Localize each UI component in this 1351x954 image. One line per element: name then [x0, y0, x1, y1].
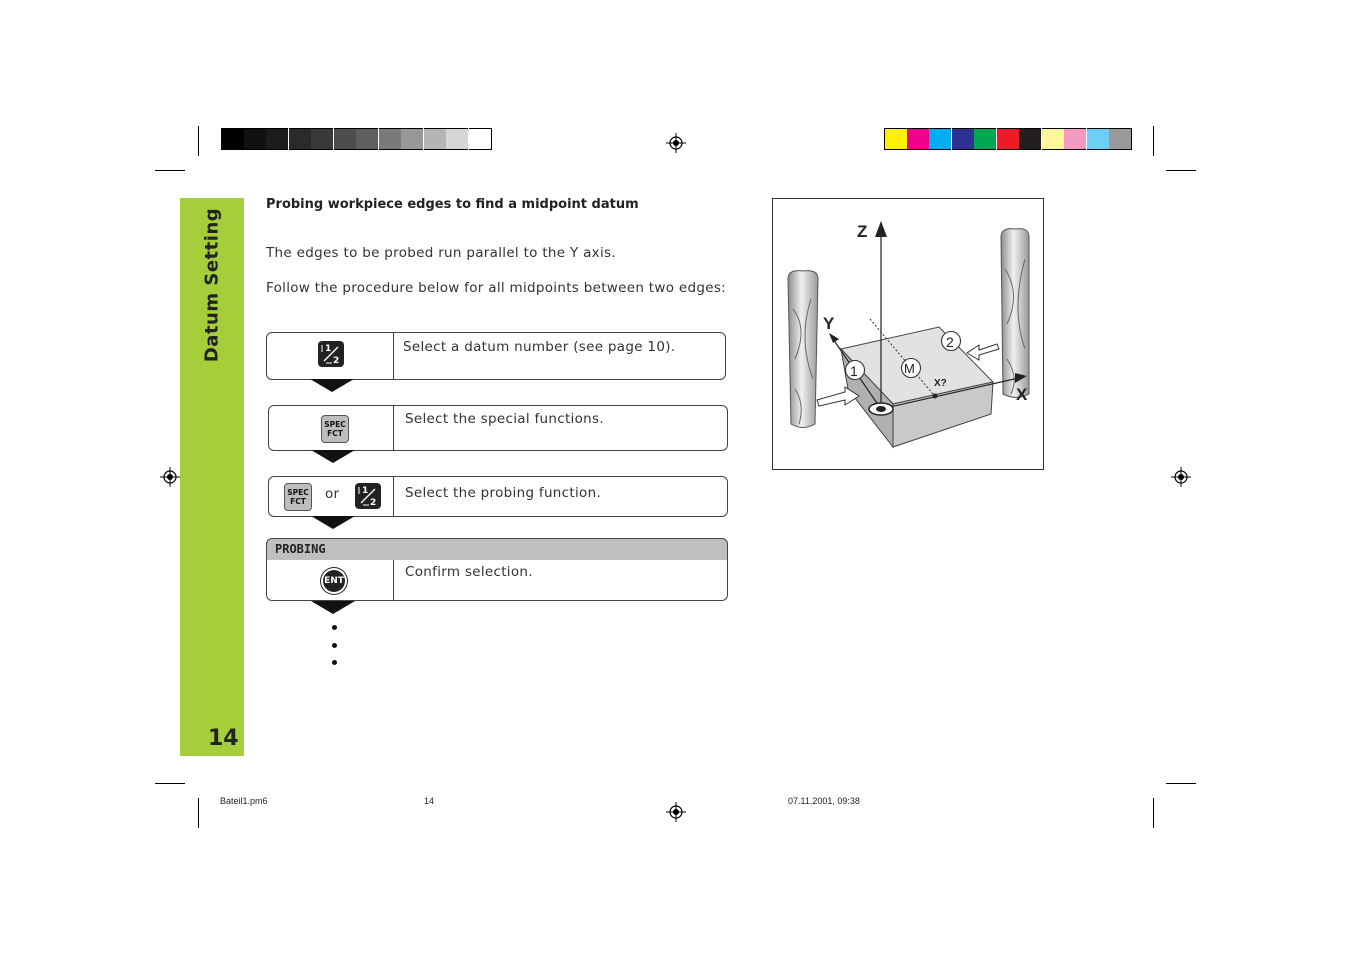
- registration-mark-icon: [666, 133, 686, 153]
- registration-mark-icon: [666, 802, 686, 822]
- display-text: PROBING: [275, 542, 326, 556]
- section-heading: Probing workpiece edges to find a midpoint datum: [266, 197, 639, 212]
- crop-mark: [1166, 170, 1196, 171]
- crop-mark: [198, 798, 199, 828]
- unknown-x-label: X?: [934, 378, 947, 389]
- point-2-label: 2: [946, 334, 954, 350]
- probing-diagram: [773, 199, 1043, 469]
- datum-key-icon[interactable]: [355, 483, 381, 509]
- procedure-step: [268, 405, 728, 451]
- color-swatch: [952, 128, 974, 150]
- key-glyph-top: 1: [362, 486, 369, 496]
- step-text: Confirm selection.: [405, 564, 533, 580]
- crop-mark: [198, 126, 199, 156]
- crop-mark: [1153, 798, 1154, 828]
- spec-fct-key-icon[interactable]: [284, 483, 312, 511]
- registration-mark-icon: [1171, 467, 1191, 487]
- footer-date: 07.11.2001, 09:38: [788, 796, 860, 806]
- color-swatch: [289, 128, 311, 150]
- key-label-top: SPEC: [287, 488, 309, 497]
- procedure-step: [266, 332, 726, 380]
- color-swatch: [974, 128, 996, 150]
- continuation-dot: [332, 643, 337, 648]
- crop-mark: [1153, 126, 1154, 156]
- color-swatch: [379, 128, 401, 150]
- color-swatch: [221, 128, 244, 150]
- key-label-top: SPEC: [324, 420, 346, 429]
- color-swatch: [1087, 128, 1109, 150]
- step-arrow-icon: [311, 516, 355, 529]
- step-arrow-icon: [311, 450, 355, 463]
- procedure-step: [268, 476, 728, 517]
- color-swatch: [356, 128, 378, 150]
- step-arrow-icon: [310, 379, 354, 392]
- procedure-step: [266, 560, 728, 601]
- crop-mark: [1166, 783, 1196, 784]
- axis-z-label: Z: [857, 222, 868, 241]
- color-swatch: [907, 128, 929, 150]
- color-swatch: [1064, 128, 1086, 150]
- key-label-bottom: FCT: [290, 497, 306, 506]
- step-text: Select a datum number (see page 10).: [403, 339, 676, 355]
- color-swatch: [266, 128, 288, 150]
- page-number: 14: [208, 726, 239, 751]
- color-swatch: [997, 128, 1019, 150]
- continuation-dot: [332, 660, 337, 665]
- footer-file: Bateil1.pm6: [220, 796, 268, 806]
- point-1-label: 1: [850, 363, 858, 379]
- color-swatch: [424, 128, 446, 150]
- key-glyph-top: 1: [325, 344, 332, 354]
- step-arrow-icon: [311, 601, 355, 614]
- crop-mark: [155, 170, 185, 171]
- datum-key-icon[interactable]: [318, 341, 344, 367]
- color-swatch: [446, 128, 468, 150]
- step-text: Select the special functions.: [405, 411, 604, 427]
- key-glyph-bottom: 2: [370, 498, 377, 508]
- key-label-bottom: FCT: [327, 429, 343, 438]
- color-swatch: [884, 128, 907, 150]
- color-swatch: [929, 128, 951, 150]
- intro-paragraph: Follow the procedure below for all midpoints between two edges:: [266, 280, 727, 296]
- color-swatch: [1042, 128, 1064, 150]
- color-swatch: [401, 128, 423, 150]
- probing-figure: [772, 198, 1044, 470]
- or-label: or: [325, 486, 340, 502]
- color-swatch: [1019, 128, 1041, 150]
- color-swatch: [311, 128, 333, 150]
- ent-key-icon[interactable]: ENT: [321, 568, 347, 594]
- intro-paragraph: The edges to be probed run parallel to the Y axis.: [266, 245, 616, 261]
- continuation-dot: [332, 625, 337, 630]
- chapter-title: Datum Setting: [201, 207, 223, 363]
- axis-y-label: Y: [823, 314, 835, 333]
- footer-page: 14: [424, 796, 435, 806]
- spec-fct-key-icon[interactable]: [321, 415, 349, 443]
- color-swatch: [469, 128, 492, 150]
- axis-x-label: X: [1016, 385, 1028, 404]
- color-swatch: [1109, 128, 1132, 150]
- midpoint-label: M: [904, 361, 915, 376]
- display-probing: [266, 538, 728, 562]
- registration-mark-icon: [160, 467, 180, 487]
- step-text: Select the probing function.: [405, 485, 602, 501]
- color-swatch: [244, 128, 266, 150]
- key-glyph-bottom: 2: [333, 356, 340, 366]
- crop-mark: [155, 783, 185, 784]
- color-swatch: [334, 128, 356, 150]
